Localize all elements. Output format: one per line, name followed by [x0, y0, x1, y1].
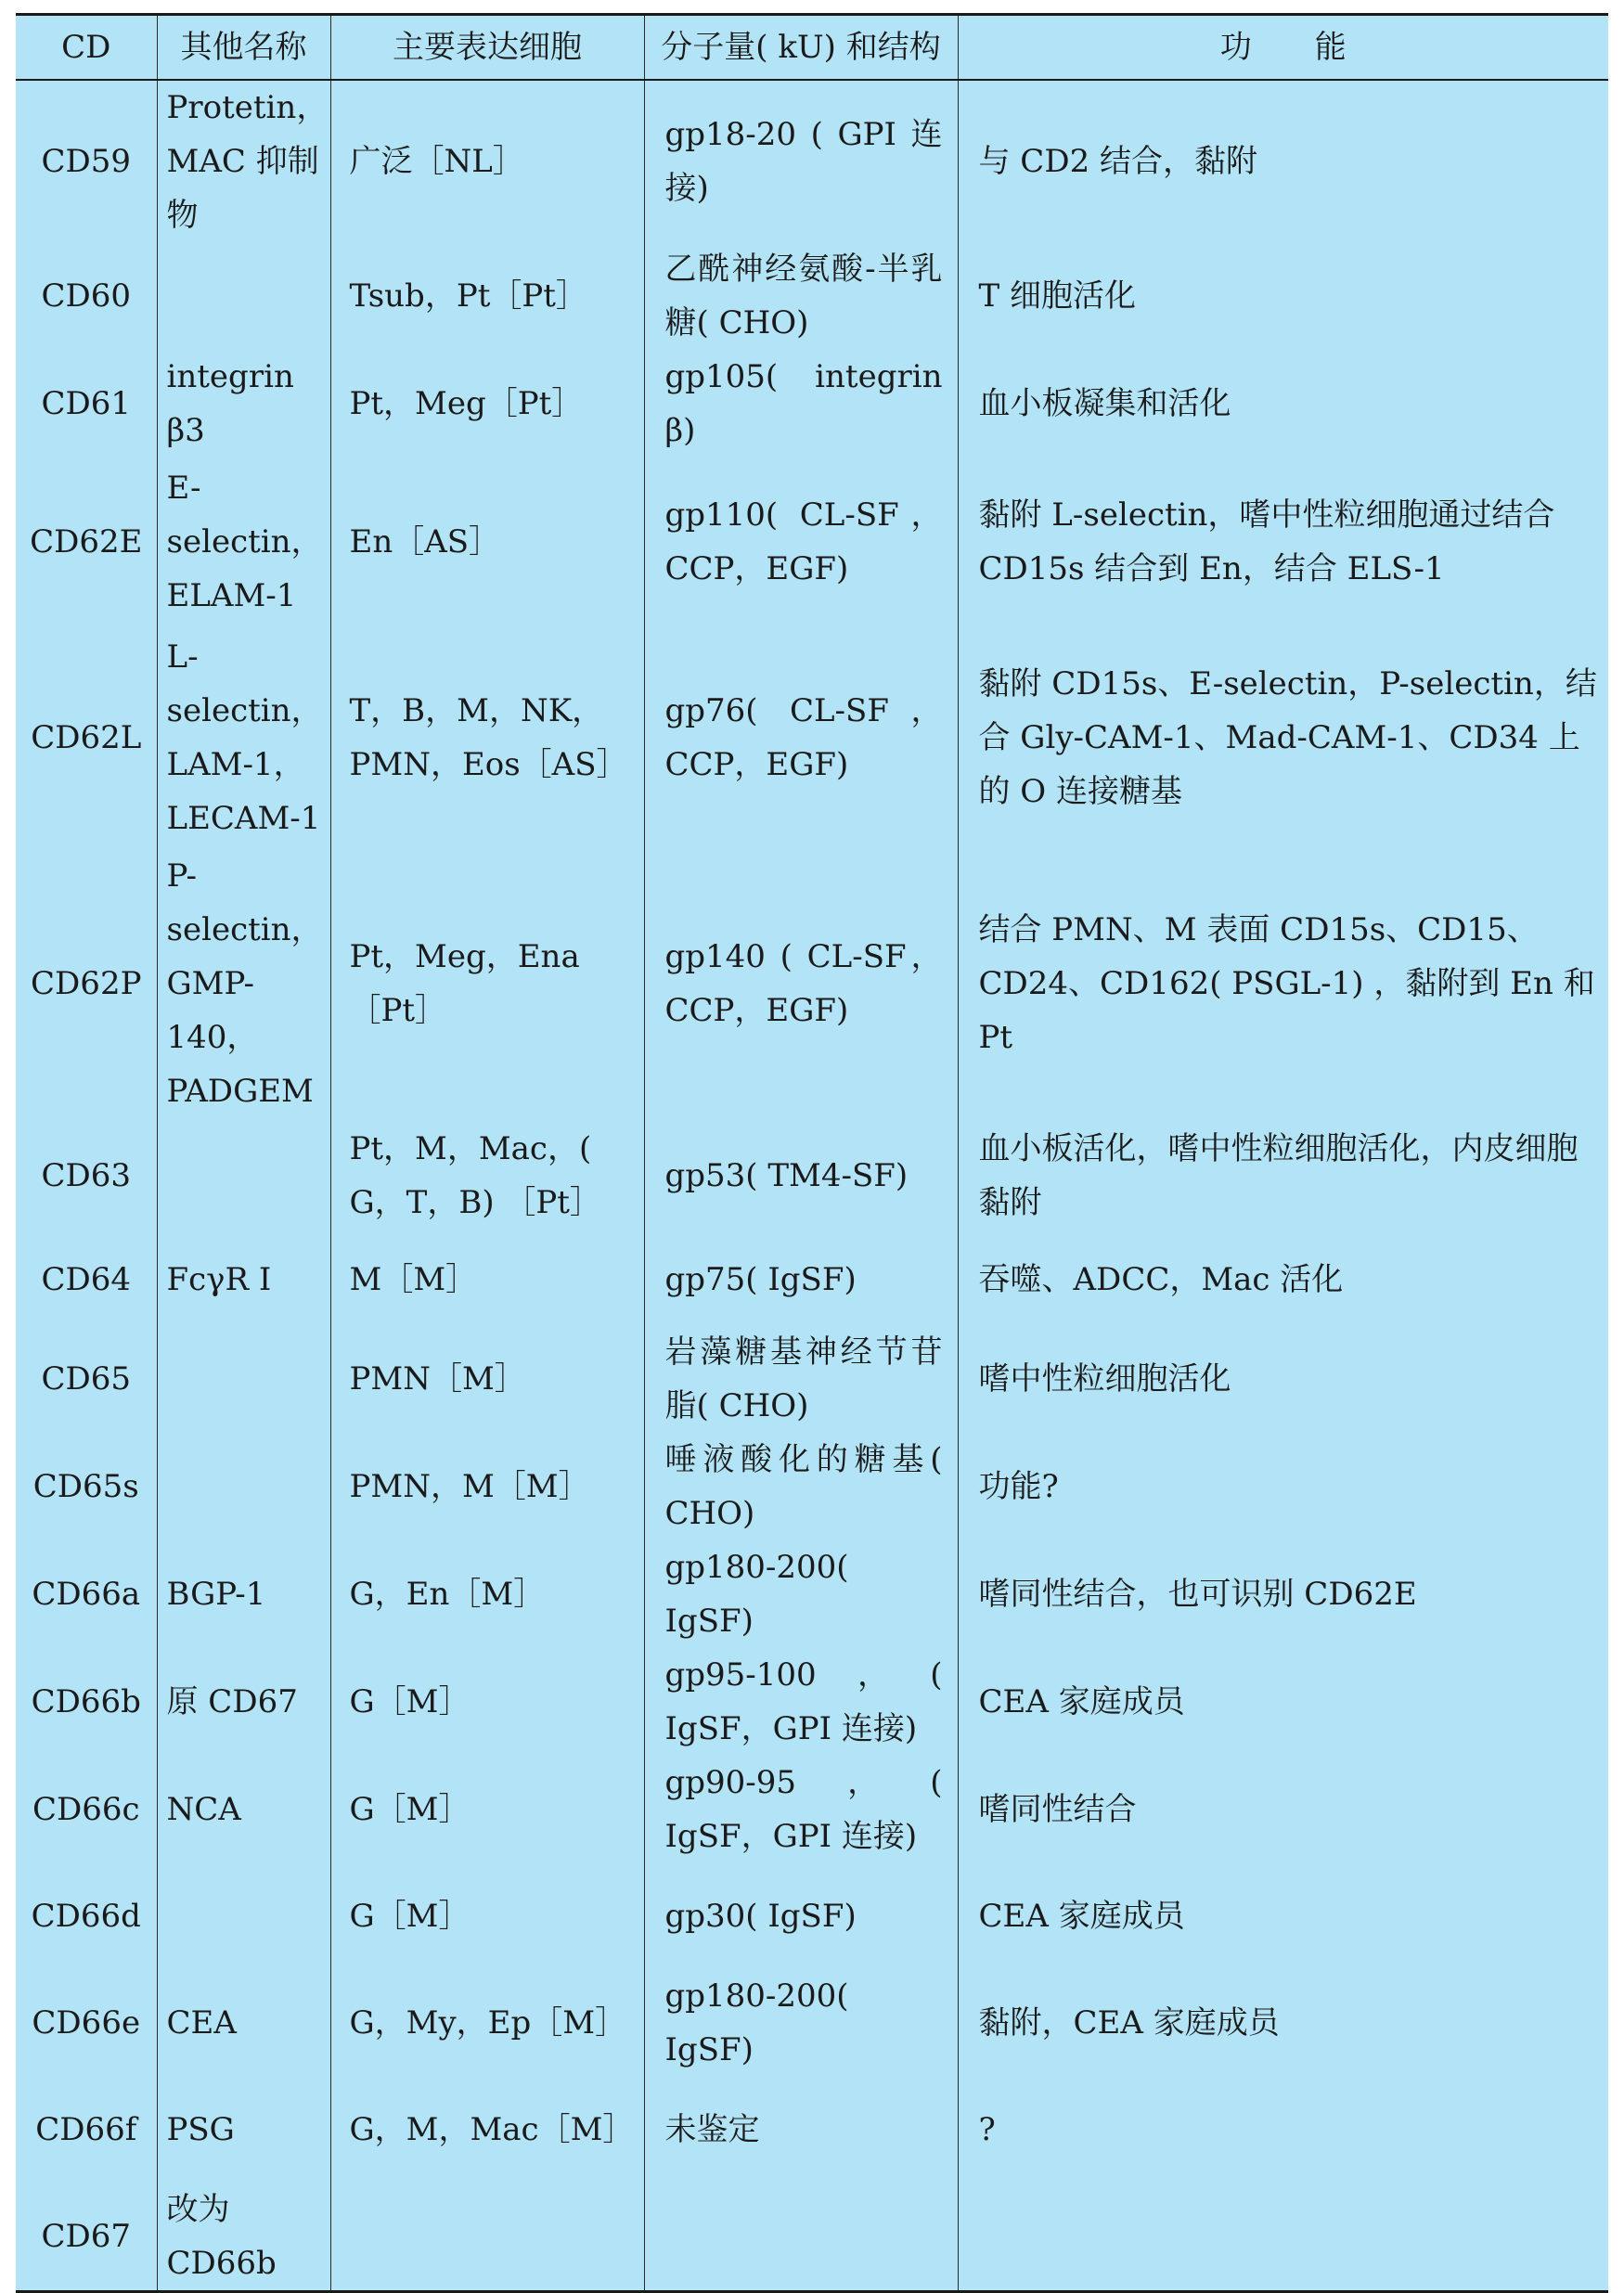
molecular-weight-cell: 未鉴定: [644, 2077, 958, 2183]
cd-cell: CD65s: [32, 1467, 139, 1505]
expressing-cells-cell: G［M］: [330, 1863, 644, 1969]
header-other-names: 其他名称: [157, 15, 330, 80]
header-molecular-weight: 分子量( kU) 和结构: [644, 15, 958, 80]
header-cd: CD: [16, 15, 157, 80]
table-row: [16, 1325, 1608, 1433]
expressing-cells-cell: [330, 2183, 644, 2292]
cd-cell: CD66e: [32, 2003, 141, 2042]
expressing-cells-cell: Tsub，Pt［Pt］: [330, 242, 644, 350]
other-names-cell: [157, 1433, 330, 1540]
table-row: [16, 1863, 1608, 1969]
function-cell: 吞噬、ADCC，Mac 活化: [958, 1234, 1608, 1325]
function-cell: 结合 PMN、M 表面 CD15s、CD15、CD24、CD162( PSGL-1) ，黏附到 En 和 Pt: [958, 849, 1608, 1118]
molecular-weight-cell: gp180-200( IgSF): [644, 1540, 958, 1648]
table-row: [16, 1756, 1608, 1863]
cd-cell: CD65: [41, 1359, 132, 1398]
table-row: [16, 1118, 1608, 1234]
table-row: [16, 457, 1608, 626]
function-cell: T 细胞活化: [958, 242, 1608, 350]
expressing-cells-cell: G［M］: [330, 1756, 644, 1863]
expressing-cells-cell: PMN［M］: [330, 1325, 644, 1433]
molecular-weight-cell: gp53( TM4-SF): [644, 1118, 958, 1234]
cd-cell: CD64: [41, 1260, 132, 1298]
table-row: [16, 626, 1608, 849]
molecular-weight-cell: 乙酰神经氨酸-半乳糖( CHO): [644, 242, 958, 350]
function-cell: ?: [958, 2077, 1608, 2183]
table-row: [16, 1540, 1608, 1648]
other-names-cell: 原 CD67: [157, 1648, 330, 1756]
molecular-weight-cell: [644, 2183, 958, 2292]
function-cell: CEA 家庭成员: [958, 1648, 1608, 1756]
molecular-weight-cell: gp105( integrin β): [644, 350, 958, 457]
expressing-cells-cell: Pt，M，Mac，( G，T，B) ［Pt］: [330, 1118, 644, 1234]
table-row: [16, 242, 1608, 350]
expressing-cells-cell: G，M，Mac［M］: [330, 2077, 644, 2183]
cd-cell: CD66b: [31, 1682, 141, 1720]
function-cell: 黏附 CD15s、E-selectin，P-selectin，结合 Gly-CAM-1、Mad-CAM-1、CD34 上的 O 连接糖基: [958, 626, 1608, 849]
expressing-cells-cell: PMN，M［M］: [330, 1433, 644, 1540]
expressing-cells-cell: G，En［M］: [330, 1540, 644, 1648]
molecular-weight-cell: gp110( CL-SF，CCP，EGF): [644, 457, 958, 626]
cd-antigen-table: [16, 13, 1608, 2293]
function-cell: CEA 家庭成员: [958, 1863, 1608, 1969]
table-wrapper: [16, 13, 1608, 2293]
cd-cell: CD62E: [30, 522, 143, 560]
function-cell: 功能?: [958, 1433, 1608, 1540]
cd-cell: CD61: [41, 384, 132, 422]
function-cell: 黏附，CEA 家庭成员: [958, 1969, 1608, 2077]
function-cell: 嗜同性结合: [958, 1756, 1608, 1863]
expressing-cells-cell: Pt，Meg［Pt］: [330, 350, 644, 457]
table-row: [16, 1234, 1608, 1325]
cd-cell: CD59: [41, 142, 132, 180]
other-names-cell: 改为 CD66b: [157, 2183, 330, 2292]
other-names-cell: NCA: [157, 1756, 330, 1863]
header-expressing-cells: 主要表达细胞: [330, 15, 644, 80]
molecular-weight-cell: gp30( IgSF): [644, 1863, 958, 1969]
expressing-cells-cell: M［M］: [330, 1234, 644, 1325]
table-row: [16, 1648, 1608, 1756]
function-cell: 血小板凝集和活化: [958, 350, 1608, 457]
cd-cell: CD62L: [31, 718, 142, 756]
cd-cell: CD62P: [31, 964, 142, 1002]
other-names-cell: P-selectin，GMP-140，PADGEM: [157, 849, 330, 1118]
other-names-cell: Protetin，MAC 抑制物: [157, 80, 330, 242]
other-names-cell: BGP-1: [157, 1540, 330, 1648]
molecular-weight-cell: gp75( IgSF): [644, 1234, 958, 1325]
molecular-weight-cell: gp95-100，( IgSF，GPI 连接): [644, 1648, 958, 1756]
table-row: [16, 80, 1608, 242]
function-cell: [958, 2183, 1608, 2292]
molecular-weight-cell: gp76( CL-SF，CCP，EGF): [644, 626, 958, 849]
molecular-weight-cell: gp140 ( CL-SF，CCP，EGF): [644, 849, 958, 1118]
expressing-cells-cell: G，My，Ep［M］: [330, 1969, 644, 2077]
expressing-cells-cell: Pt，Meg，Ena［Pt］: [330, 849, 644, 1118]
other-names-cell: FcγR Ⅰ: [157, 1234, 330, 1325]
cd-cell: CD60: [41, 277, 132, 315]
other-names-cell: CEA: [157, 1969, 330, 2077]
other-names-cell: PSG: [157, 2077, 330, 2183]
cd-cell: CD66a: [32, 1575, 141, 1613]
function-cell: 黏附 L-selectin，嗜中性粒细胞通过结合 CD15s 结合到 En，结合 ELS-1: [958, 457, 1608, 626]
molecular-weight-cell: gp18-20 ( GPI 连接): [644, 80, 958, 242]
other-names-cell: [157, 1863, 330, 1969]
other-names-cell: E-selectin，ELAM-1: [157, 457, 330, 626]
expressing-cells-cell: En［AS］: [330, 457, 644, 626]
expressing-cells-cell: G［M］: [330, 1648, 644, 1756]
table-row: [16, 2183, 1608, 2292]
header-function: 功 能: [958, 15, 1608, 80]
cd-cell: CD66f: [35, 2110, 137, 2148]
function-cell: 血小板活化，嗜中性粒细胞活化，内皮细胞黏附: [958, 1118, 1608, 1234]
function-cell: 与 CD2 结合，黏附: [958, 80, 1608, 242]
table-row: [16, 849, 1608, 1118]
other-names-cell: L-selectin，LAM-1，LECAM-1: [157, 626, 330, 849]
cd-cell: CD66c: [32, 1790, 140, 1828]
table-row: [16, 1969, 1608, 2077]
other-names-cell: [157, 1325, 330, 1433]
other-names-cell: [157, 242, 330, 350]
table-row: [16, 350, 1608, 457]
cd-cell: CD63: [41, 1157, 132, 1194]
expressing-cells-cell: T，B，M，NK，PMN，Eos［AS］: [330, 626, 644, 849]
molecular-weight-cell: 唾液酸化的糖基( CHO): [644, 1433, 958, 1540]
expressing-cells-cell: 广泛［NL］: [330, 80, 644, 242]
cd-cell: CD66d: [31, 1897, 141, 1935]
other-names-cell: integrin β3: [157, 350, 330, 457]
molecular-weight-cell: gp90-95，( IgSF，GPI 连接): [644, 1756, 958, 1863]
function-cell: 嗜中性粒细胞活化: [958, 1325, 1608, 1433]
table-row: [16, 1433, 1608, 1540]
molecular-weight-cell: gp180-200( IgSF): [644, 1969, 958, 2077]
cd-cell: CD67: [41, 2217, 132, 2255]
table-body: [16, 80, 1608, 2292]
molecular-weight-cell: 岩藻糖基神经节苷脂( CHO): [644, 1325, 958, 1433]
function-cell: 嗜同性结合，也可识别 CD62E: [958, 1540, 1608, 1648]
other-names-cell: [157, 1118, 330, 1234]
table-row: [16, 2077, 1608, 2183]
header-row: [16, 15, 1608, 80]
